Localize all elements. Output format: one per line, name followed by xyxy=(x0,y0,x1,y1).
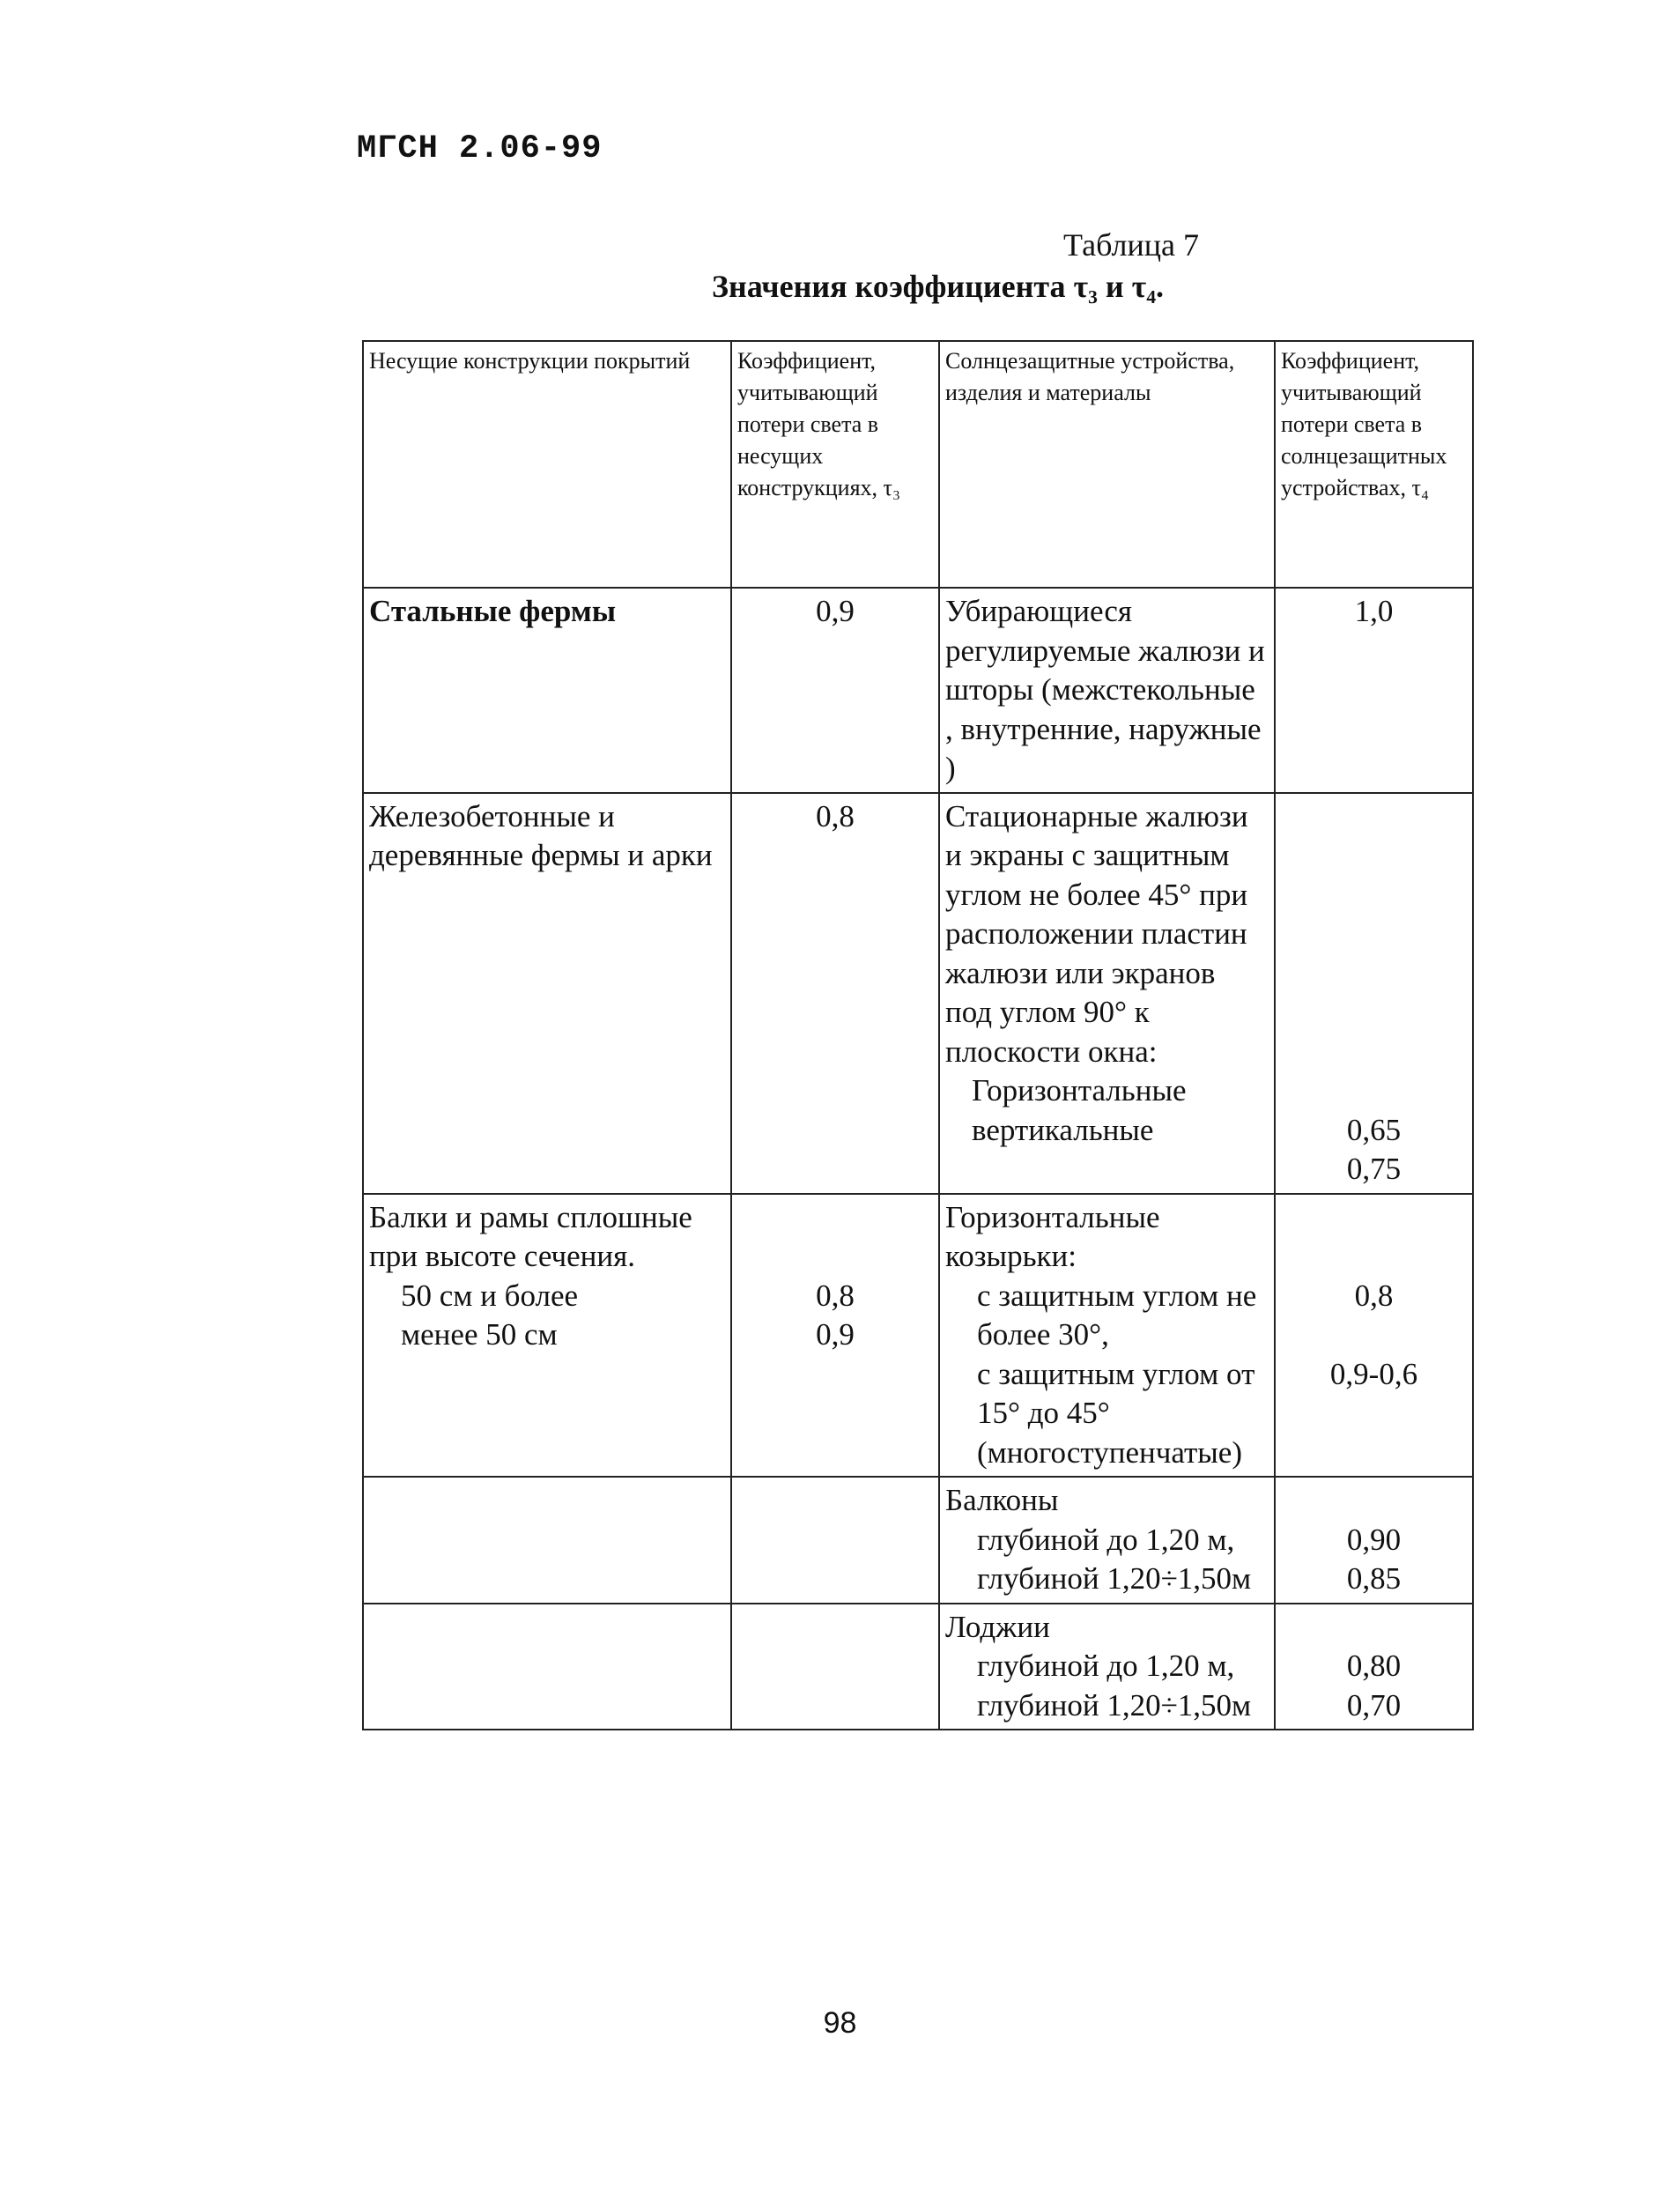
device-cell xyxy=(939,1477,1275,1604)
sub-item-value: 0,75 xyxy=(1346,1152,1402,1186)
sub-item-label: с защитным углом не более 30°, xyxy=(977,1278,1257,1352)
device-cell xyxy=(939,793,1275,1194)
device-cell xyxy=(939,1194,1275,1478)
sub-item-value: 0,85 xyxy=(1346,1561,1402,1596)
sub-item-label: глубиной 1,20÷1,50м xyxy=(977,1687,1252,1723)
structure-description: Балки и рамы сплошные при высоте сечения. xyxy=(369,1199,692,1273)
tau3-cell xyxy=(731,1477,939,1604)
device-description: Балконы xyxy=(945,1483,1059,1517)
sub-structure-label: 50 см и более xyxy=(401,1278,579,1313)
sub-item-value: 0,70 xyxy=(1346,1687,1402,1723)
page-number: 98 xyxy=(823,2006,857,2040)
structure-cell xyxy=(363,1604,731,1730)
device-description: Горизонтальные козырьки: xyxy=(945,1199,1160,1273)
tau3-cell xyxy=(731,1194,939,1478)
sub-item-label: глубиной 1,20÷1,50м xyxy=(977,1561,1252,1596)
table-number-label: Таблица 7 xyxy=(1063,227,1199,263)
table-title: Значения коэффициента τ₃ и τ₄. xyxy=(712,269,1164,304)
device-cell: Убирающиеся регулируемые жалюзи и шторы (межстекольные , внутренние, наружные ) xyxy=(939,588,1275,793)
structure-cell: Стальные фермы xyxy=(369,594,617,628)
sub-item-label: глубиной до 1,20 м, xyxy=(977,1649,1235,1683)
table-row xyxy=(363,793,1473,1194)
tau4-cell xyxy=(1275,1477,1473,1604)
tau4-cell xyxy=(1275,793,1473,1194)
structure-cell xyxy=(363,1477,731,1604)
table-row xyxy=(363,1194,1473,1478)
table-row xyxy=(363,1604,1473,1730)
structure-cell xyxy=(363,1194,731,1478)
sub-item-value: 0,8 xyxy=(1354,1278,1394,1313)
sub-item-value: 0,90 xyxy=(1346,1522,1402,1557)
device-description: Стационарные жалюзи и экраны с защитным углом не более 45° при расположении пластин жалюзи или экранов под углом 90° к плоскости окна: xyxy=(945,798,1248,1069)
header-tau4-coefficient: Коэффициент, учитывающий потери света в солнцезащитных устройствах, τ₄ xyxy=(1275,341,1473,588)
sub-item-value: 0,9-0,6 xyxy=(1329,1356,1418,1391)
header-load-bearing-structures: Несущие конструкции покрытий xyxy=(363,341,731,588)
tau3-cell: 0,8 xyxy=(731,793,939,1194)
sub-item-label: Горизонтальные xyxy=(972,1073,1187,1108)
tau3-cell xyxy=(731,1604,939,1730)
sub-structure-label: менее 50 см xyxy=(401,1317,558,1352)
tau3-cell: 0,9 xyxy=(731,588,939,793)
tau4-cell: 1,0 xyxy=(1275,588,1473,793)
sub-structure-value: 0,9 xyxy=(816,1317,855,1352)
sub-item-value: 0,65 xyxy=(1346,1112,1402,1147)
structure-cell: Железобетонные и деревянные фермы и арки xyxy=(363,793,731,1194)
device-description: Лоджии xyxy=(945,1609,1050,1644)
sub-item-label: вертикальные xyxy=(972,1112,1154,1147)
table-row xyxy=(363,588,1473,793)
sub-item-value: 0,80 xyxy=(1346,1649,1402,1683)
header-sun-protection-devices: Солнцезащитные устройства, изделия и материалы xyxy=(939,341,1275,588)
tau4-cell xyxy=(1275,1604,1473,1730)
sub-item-label: глубиной до 1,20 м, xyxy=(977,1522,1235,1557)
sub-structure-value: 0,8 xyxy=(816,1278,855,1313)
table-header-row xyxy=(363,341,1473,588)
coefficient-table xyxy=(362,340,1474,1730)
tau4-cell xyxy=(1275,1194,1473,1478)
device-cell xyxy=(939,1604,1275,1730)
table-row xyxy=(363,1477,1473,1604)
document-code: МГСН 2.06-99 xyxy=(357,130,603,167)
sub-item-label: с защитным углом от 15° до 45° (многоступенчатые) xyxy=(977,1356,1255,1470)
header-tau3-coefficient: Коэффициент, учитывающий потери света в несущих конструкциях, τ₃ xyxy=(731,341,939,588)
